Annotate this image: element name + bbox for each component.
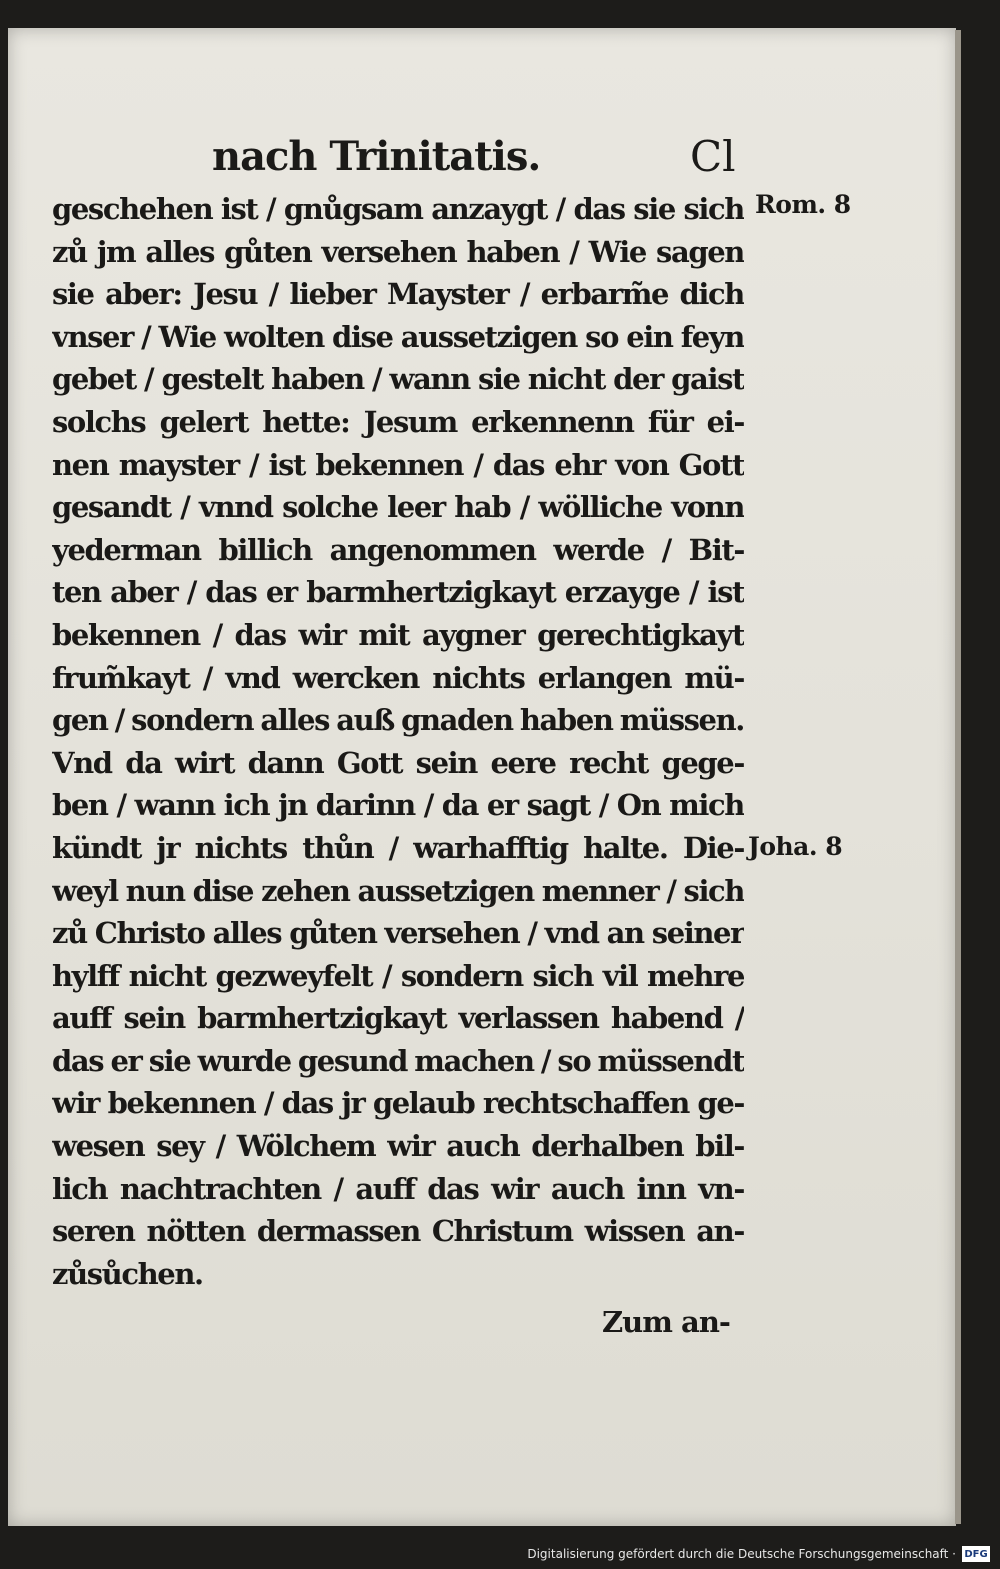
text-line: frum̃kayt / vnd wercken nichts erlangen mü- (52, 660, 744, 695)
text-line: kündt jr nichts thůn / warhafftig halte. Die- (52, 830, 744, 865)
running-head: nach Trinitatis. (212, 133, 541, 180)
text-line: gen / sondern alles auß gnaden haben müssen. (52, 703, 744, 738)
footer-credit: Digitalisierung gefördert durch die Deutsche Forschungsgemeinschaft · (527, 1547, 956, 1561)
text-line: nen mayster / ist bekennen / das ehr von Gott (52, 447, 744, 482)
text-line: yederman billich angenommen werde / Bit- (52, 532, 744, 567)
text-line: das er sie wurde gesund machen / so müssendt (52, 1043, 744, 1078)
text-line: bekennen / das wir mit aygner gerechtigkayt (52, 617, 744, 652)
text-line: auff sein barmhertzigkayt verlassen habend / (52, 1001, 744, 1036)
marginal-note-joha: Joha. 8 (748, 832, 843, 861)
page-edge (955, 30, 961, 1524)
text-line: ben / wann ich jn darinn / da er sagt / On mich (52, 788, 744, 823)
text-line: wesen sey / Wölchem wir auch derhalben bil- (52, 1129, 744, 1164)
text-line: sie aber: Jesu / lieber Mayster / erbarm̃e dich (52, 277, 744, 312)
folio-number: Cl (690, 132, 736, 181)
text-line: wir bekennen / das jr gelaub rechtschaffen ge- (52, 1086, 744, 1121)
marginal-note-rom: Rom. 8 (755, 190, 851, 219)
text-line: gebet / gestelt haben / wann sie nicht der gaist (52, 362, 744, 397)
digitization-footer (527, 1543, 990, 1565)
text-line: solchs gelert hette: Jesum erkennenn für ei- (52, 404, 744, 439)
text-line: ten aber / das er barmhertzigkayt erzayge / ist (52, 575, 744, 610)
text-line: seren nötten dermassen Christum wissen an- (52, 1214, 744, 1249)
catchword: Zum an- (602, 1305, 730, 1339)
text-line: zůsůchen. (52, 1256, 203, 1291)
text-line: Vnd da wirt dann Gott sein eere recht gege- (52, 745, 744, 780)
text-line: zů jm alles gůten versehen haben / Wie sagen (52, 234, 744, 269)
text-line: hylff nicht gezweyfelt / sondern sich vil mehre (52, 958, 744, 993)
text-line: weyl nun dise zehen aussetzigen menner / sich (52, 873, 744, 908)
page-header (0, 127, 1000, 187)
body-text (52, 188, 744, 1295)
text-line: vnser / Wie wolten dise aussetzigen so ein feyn (52, 319, 744, 354)
text-line: geschehen ist / gnůgsam anzaygt / das sie sich (52, 192, 744, 226)
dfg-logo: DFG (962, 1546, 990, 1562)
text-line: zů Christo alles gůten versehen / vnd an seiner (52, 916, 744, 951)
text-line: gesandt / vnnd solche leer hab / wölliche vonn (52, 490, 744, 525)
text-line: lich nachtrachten / auff das wir auch inn vn- (52, 1171, 744, 1206)
